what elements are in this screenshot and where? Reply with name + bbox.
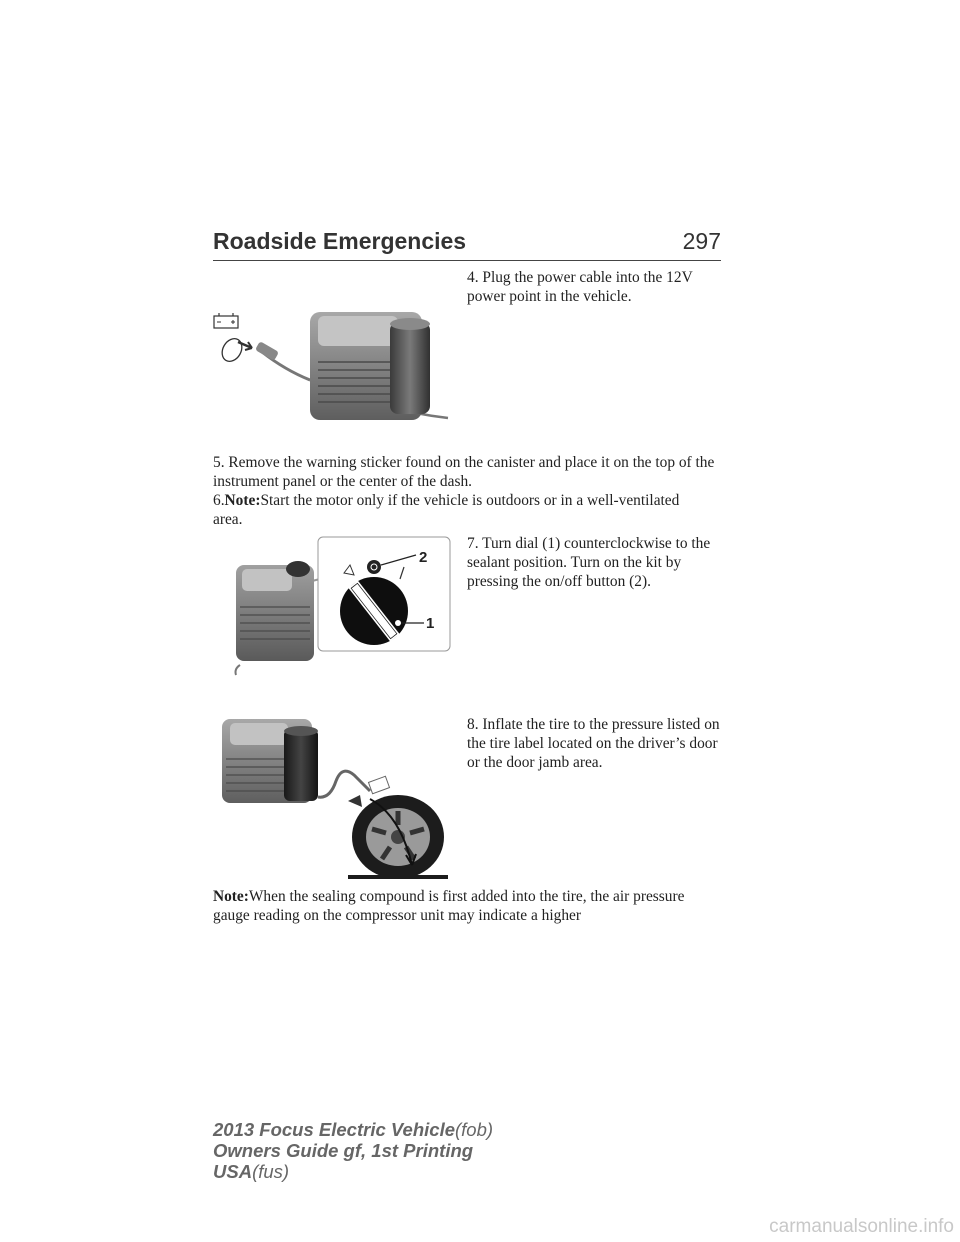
step-7-text: 7. Turn dial (1) counterclockwise to the sealant position. Turn on the kit by pressing the on/off button (2). <box>467 535 711 590</box>
step-6-number: 6. <box>213 492 225 509</box>
note-text: When the sealing compound is first added into the tire, the air pressure gauge reading on the compressor unit may indicate a higher <box>213 888 685 924</box>
step-6-note-label: Note: <box>224 492 261 509</box>
dial-illustration <box>226 535 456 683</box>
step-6-text <box>213 491 683 529</box>
section-title: Roadside Emergencies <box>213 228 467 254</box>
step-5-text: 5. Remove the warning sticker found on the canister and place it on the top of the instrument panel or the center of the dash. <box>213 454 715 490</box>
footer-line-2 <box>213 1140 493 1161</box>
footer-vehicle: 2013 Focus Electric Vehicle <box>213 1119 455 1140</box>
footer-line-3 <box>213 1161 493 1182</box>
footer-guide: Owners Guide gf, 1st Printing <box>213 1140 474 1161</box>
step-6-note-text: Start the motor only if the vehicle is outdoors or in a well-ventilated area. <box>213 492 680 528</box>
compressor-plug-illustration <box>210 300 455 425</box>
footer-vehicle-code: (fob) <box>455 1119 494 1140</box>
callout-2: 2 <box>419 549 428 566</box>
note-label: Note: <box>213 888 249 905</box>
tire-inflation-illustration <box>220 715 460 880</box>
footer-market: USA <box>213 1161 253 1182</box>
footer-market-code: (fus) <box>252 1161 290 1182</box>
step-4-text: 4. Plug the power cable into the 12V power point in the vehicle. <box>467 269 693 305</box>
page-header <box>213 226 721 261</box>
battery-icon <box>214 313 238 328</box>
footer-line-1 <box>213 1119 493 1140</box>
callout-1: 1 <box>426 615 435 632</box>
note-paragraph <box>213 887 723 925</box>
step-8-text: 8. Inflate the tire to the pressure listed on the tire label located on the driver’s door or the door jamb area. <box>467 716 720 771</box>
watermark: carmanualsonline.info <box>769 1216 954 1237</box>
page-number: 297 <box>682 228 721 254</box>
page-footer <box>213 1119 493 1182</box>
